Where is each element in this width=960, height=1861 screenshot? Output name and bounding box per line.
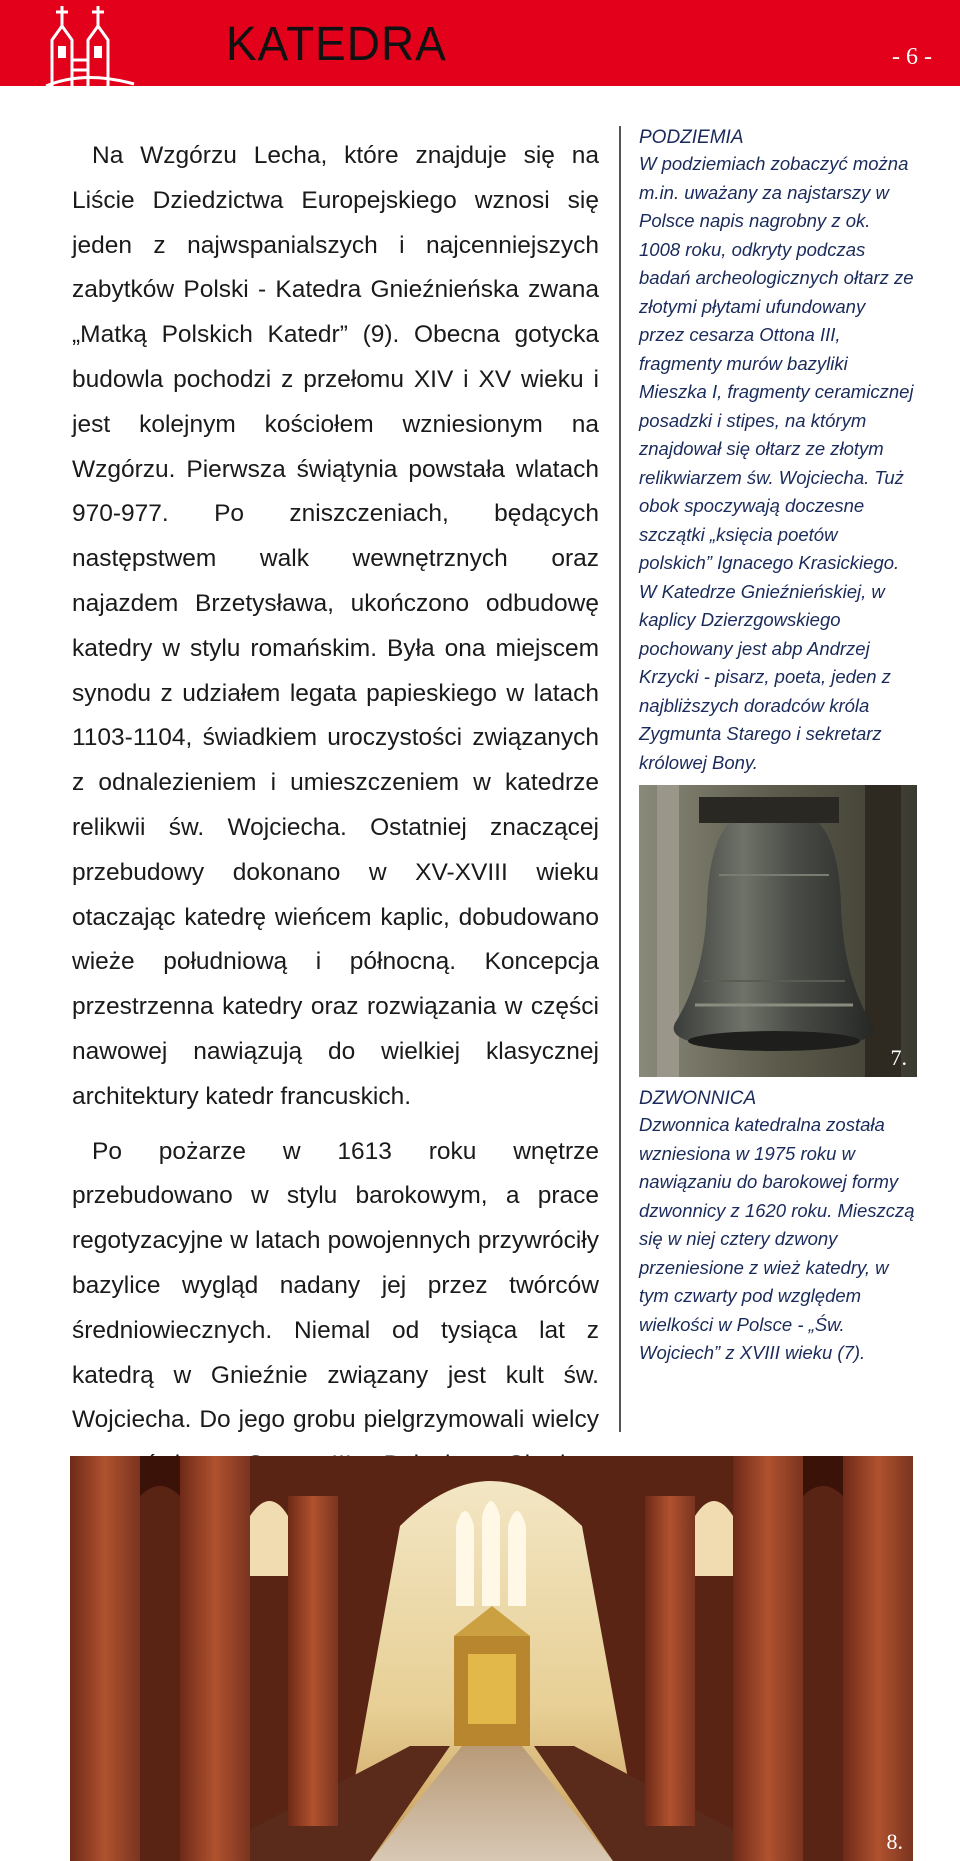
article-body <box>72 134 599 1578</box>
dzwonnica-text: Dzwonnica katedralna została wzniesiona w 1975 roku w nawiązaniu do barokowej formy dzwonnicy z 1620 roku. Mieszczą się w niej cztery dzwony przeniesione z wież katedry, w tym czwarty pod względem wielkości w Polsce - „Św. Wojciech” z XVIII wieku (7). <box>639 1114 915 1363</box>
photo-number-label: 8. <box>886 1829 903 1854</box>
article-paragraph: Na Wzgórzu Lecha, które znajduje się na Liście Dziedzictwa Europejskiego wznosi się jeden z najwspanialszych i najcenniejszych zabytków Polski - Katedra Gnieźnieńska zwana „Matką Polskich Katedr” (9). Obecna gotycka budowla pochodzi z przełomu XIV i XV wieku i jest kolejnym kościołem wzniesionym na Wzgórzu. Pierwsza świątynia powstała wlatach 970-977. Po zniszczeniach, będących następstwem walk wewnętrznych oraz najazdem Brzetysława, ukończono odbudowę katedry w stylu romańskim. Była ona miejscem synodu z udziałem legata papieskiego w latach 1103-1104, świadkiem uroczystości związanych z odnalezieniem i umieszczeniem w katedrze relikwii św. Wojciecha. Ostatniej znaczącej przebudowy dokonano w XV-XVIII wieku otaczając katedrę wieńcem kaplic, dobudowano wieże południową i północną. Koncepcja przestrzenna katedry oraz rozwiązania w części nawowej nawiązują do wielkiej klasycznej architektury katedr francuskich. <box>72 142 599 1110</box>
sidebar <box>619 126 915 1432</box>
podziemia-section <box>621 126 915 777</box>
cathedral-interior-photo <box>70 1456 913 1861</box>
dzwonnica-section <box>621 1087 915 1368</box>
photo-number-label: 7. <box>890 1045 907 1070</box>
page-header <box>0 0 960 86</box>
page-number: - 6 - <box>892 44 932 70</box>
podziemia-heading: PODZIEMIA <box>639 127 744 148</box>
article-paragraph: Po pożarze w 1613 roku wnętrze przebudowano w stylu barokowym, a prace regotyzacyjne w latach powojennych przywróciły bazylice wygląd nadany jej przez twórców średniowiecznych. Niemal od tysiąca lat z katedrą w Gnieźnie związany jest kult św. Wojciecha. Do jego grobu pielgrzymowali wielcy <box>72 1137 599 1434</box>
bell-photo <box>639 785 917 1077</box>
cathedral-towers-icon <box>44 0 136 86</box>
dzwonnica-heading: DZWONNICA <box>639 1088 757 1109</box>
page-title: KATEDRA <box>226 15 447 71</box>
podziemia-text: W podziemiach zobaczyć można m.in. uważany za najstarszy w Polsce napis nagrobny z ok. 1008 roku, odkryty podczas badań archeologicznych ołtarz ze złotymi płytami ufundowany przez cesarza Ottona III, fragmenty murów bazyliki Mieszka I, fragmenty ceramicznej posadzki i stipes, na którym znajdował się ołtarz ze złotym relikwiarzem św. Wojciecha. Tuż obok spoczywają doczesne szczątki „księcia poetów polskich” Ignacego Krasickiego. W Katedrze Gnieźnieńskiej, w kaplicy Dzierzgowskiego pochowany jest abp Andrzej Krzycki - pisarz, poeta, jeden z najbliższych doradców króla Zygmunta Starego i sekretarz królowej Bony. <box>639 153 914 773</box>
